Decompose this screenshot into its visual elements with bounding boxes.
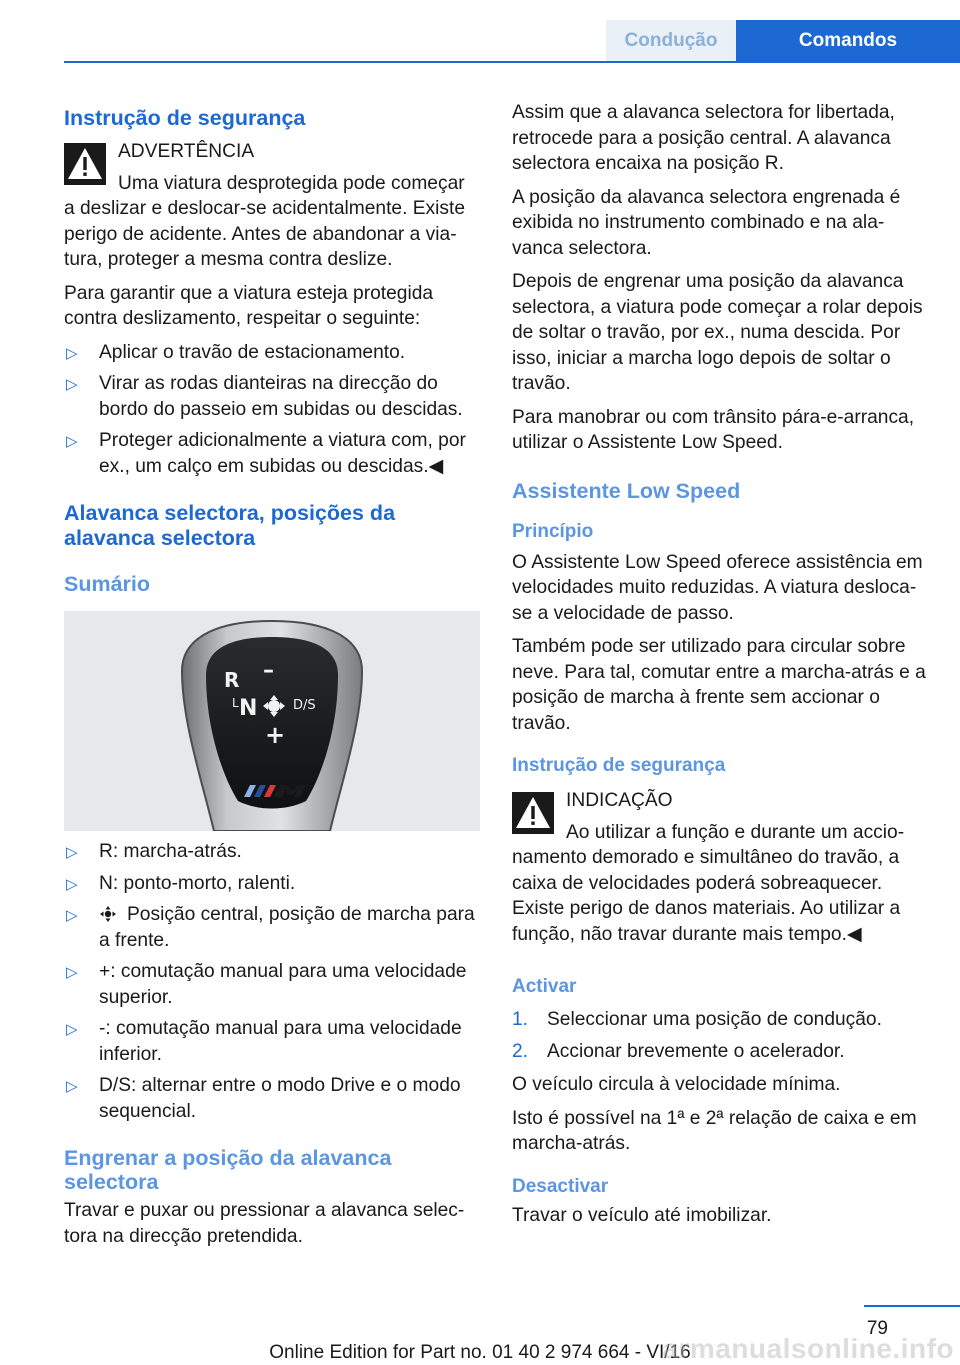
triangle-bullet-icon: ▷ xyxy=(66,433,78,450)
paragraph: O veículo circula à velocidade mínima. xyxy=(512,1074,841,1095)
triangle-bullet-icon: ▷ xyxy=(66,376,78,393)
paragraph: Travar o veículo até imobilizar. xyxy=(512,1204,772,1226)
right-column xyxy=(512,100,928,1236)
triangle-bullet-icon: ▷ xyxy=(66,964,78,981)
summary-heading: Sumário xyxy=(64,572,151,596)
list-item: 1. Seleccionar uma posição de condução. xyxy=(512,1009,882,1030)
triangle-bullet-icon: ▷ xyxy=(66,1021,78,1038)
triangle-bullet-icon: ▷ xyxy=(66,344,78,362)
list-item: 2. Accionar brevemente o acelerador. xyxy=(512,1040,845,1062)
selector-lever-image xyxy=(64,611,480,831)
notice-box xyxy=(512,788,928,947)
paragraph: Também pode ser utilizado para circular sobre neve. Para tal, comutar entre a marcha-atrás e a posição de marcha à frente sem accionar o travão. xyxy=(512,636,926,734)
header-rule xyxy=(64,61,960,63)
knob-label-plus: + xyxy=(265,721,286,749)
paragraph: Depois de engrenar uma posição da alavanca selectora, a viatura pode começar a rolar depois de soltar o travão, por ex., numa descida. Por isso, iniciar a marcha logo depois de soltar o travão. xyxy=(512,271,923,394)
warning-triangle-icon xyxy=(64,143,106,185)
list-item: ▷ N: ponto-morto, ralenti. xyxy=(64,871,480,897)
tab-comandos[interactable]: Comandos xyxy=(736,20,960,62)
safety-heading: Instrução de segurança xyxy=(64,106,306,130)
deactivate-heading: Desactivar xyxy=(512,1175,609,1197)
triangle-bullet-icon: ▷ xyxy=(66,875,78,893)
warning-title: ADVERTÊNCIA xyxy=(118,141,255,162)
triangle-bullet-icon: ▷ xyxy=(66,844,78,861)
list-item: ▷ +: comutação manual para uma velocidade superior. xyxy=(66,961,467,1008)
activate-steps xyxy=(512,1007,928,1064)
paragraph: A posição da alavanca selectora engrenada é exibida no instrumento combinado e na alavanca selectora. xyxy=(512,186,901,259)
knob-label-r: R xyxy=(224,668,240,692)
page-header xyxy=(0,0,960,62)
warning-triangle-icon xyxy=(512,792,554,834)
center-position-small-icon xyxy=(99,904,117,920)
notice-text: Ao utilizar a função e durante um accionamento demorado e simultâneo do travão, a caixa de velocidades poderá sobreaquecer. Existe perigo de danos materiais. Ao utilizar a função, não travar durante mais tempo.◀ xyxy=(512,821,905,945)
knob-label-n: N xyxy=(239,696,258,721)
list-item: ▷ Aplicar o travão de estacionamento. xyxy=(64,340,480,366)
page-number: 79 xyxy=(866,1318,888,1339)
principle-heading: Princípio xyxy=(512,520,594,542)
tab-conducao[interactable]: Condução xyxy=(606,20,736,62)
paragraph: O Assistente Low Speed oferece assistência em velocidades muito reduzidas. A viatura desloca-se a velocidade de passo. xyxy=(512,551,923,624)
paragraph: Para manobrar ou com trânsito pára-e-arranca, utilizar o Assistente Low Speed. xyxy=(512,406,915,453)
right-safety-heading: Instrução de segurança xyxy=(512,755,726,776)
notice-title: INDICAÇÃO xyxy=(566,790,673,811)
paragraph: Assim que a alavanca selectora for libertada, retrocede para a posição central. A alavanca selectora encaixa na posição R. xyxy=(512,102,895,174)
engage-heading: Engrenar a posição da alavanca selectora xyxy=(64,1146,392,1194)
knob-label-l: L xyxy=(232,696,239,710)
activate-heading: Activar xyxy=(512,976,577,997)
knob-label-minus: – xyxy=(263,658,274,683)
paragraph: Isto é possível na 1ª e 2ª relação de caixa e em marcha-atrás. xyxy=(512,1107,917,1154)
list-item: ▷ Proteger adicionalmente a viatura com, por ex., um calço em subidas ou descidas.◀ xyxy=(66,430,466,477)
warning-box xyxy=(64,139,480,273)
watermark: armanualsonline.info xyxy=(662,1333,954,1364)
list-item: ▷ D/S: alternar entre o modo Drive e o modo sequencial. xyxy=(66,1075,461,1122)
knob-label-ds: D/S xyxy=(293,698,316,713)
triangle-bullet-icon: ▷ xyxy=(66,1078,78,1095)
list-item: ▷ R: marcha-atrás. xyxy=(64,839,480,865)
footer-rule xyxy=(864,1305,960,1307)
assist-heading: Assistente Low Speed xyxy=(512,478,741,503)
lever-heading: Alavanca selectora, posições da alavanca selectora xyxy=(64,501,396,550)
left-column xyxy=(64,100,480,1257)
list-item: ▷ Virar as rodas dianteiras na direcção do bordo do passeio em subidas ou descidas. xyxy=(66,373,463,420)
list-item: ▷ Posição central, posição de marcha para a frente. xyxy=(66,904,475,951)
warning-text: Uma viatura desprotegida pode começar a deslizar e deslocar-se acidentalmente. Existe perigo de acidente. Antes de abandonar a viatura, proteger a mesma contra deslize. xyxy=(64,172,466,270)
list-item: ▷ -: comutação manual para uma velocidade inferior. xyxy=(66,1018,462,1065)
triangle-bullet-icon: ▷ xyxy=(66,907,78,924)
positions-list xyxy=(64,839,480,1124)
engage-text: Travar e puxar ou pressionar a alavanca selectora na direcção pretendida. xyxy=(64,1200,465,1247)
edition-text: Online Edition for Part no. 01 40 2 974 664 - VI/16 xyxy=(269,1342,691,1363)
safety-intro: Para garantir que a viatura esteja protegida contra deslizamento, respeitar o seguinte: xyxy=(64,282,434,329)
safety-list xyxy=(64,340,480,480)
